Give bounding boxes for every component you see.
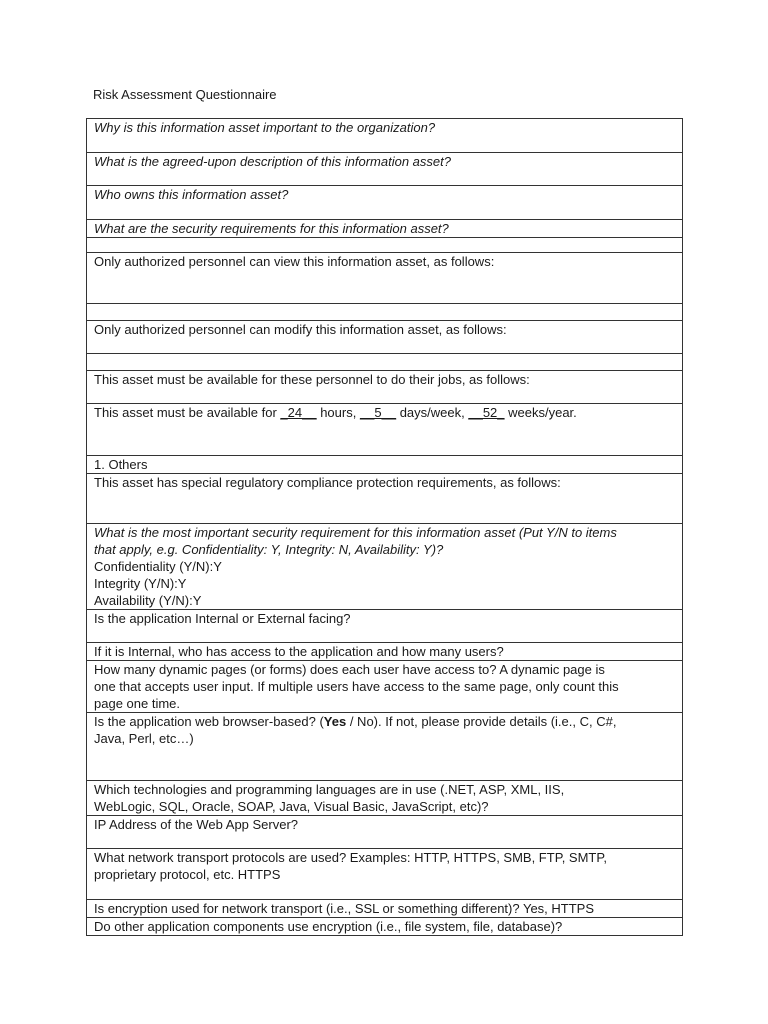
days-label: days/week, (396, 405, 469, 420)
table-row (87, 816, 683, 849)
table-row (87, 220, 683, 238)
document-title: Risk Assessment Questionnaire (93, 87, 277, 102)
browser-based-prefix: Is the application web browser-based? ( (94, 714, 324, 729)
question-network-encryption: Is encryption used for network transport (i.e., SSL or something different)? Yes, HTTPS (87, 900, 683, 918)
hours-value: _24__ (280, 405, 317, 420)
question-asset-importance: Why is this information asset important to the organization? (87, 119, 683, 153)
availability-prefix: This asset must be available for (94, 405, 281, 420)
question-modify-access: Only authorized personnel can modify this information asset, as follows: (87, 321, 683, 354)
table-row (87, 371, 683, 404)
browser-based-yes: Yes (323, 714, 347, 729)
table-row (87, 238, 683, 253)
weeks-value: __52_ (468, 405, 505, 420)
network-protocols-line-1: What network transport protocols are used? Examples: HTTP, HTTPS, SMB, FTP, SMTP, (94, 850, 607, 865)
questionnaire-table (86, 118, 683, 936)
question-regulatory-compliance: This asset has special regulatory compliance protection requirements, as follows: (87, 474, 683, 524)
table-row (87, 610, 683, 643)
empty-cell (87, 304, 683, 321)
table-row (87, 354, 683, 371)
question-asset-owner: Who owns this information asset? (87, 186, 683, 220)
browser-based-suffix: / No). If not, please provide details (i.e., C, C#, (346, 714, 617, 729)
table-row (87, 474, 683, 524)
days-value: __5__ (359, 405, 397, 420)
dynamic-pages-line-3: page one time. (94, 696, 181, 711)
table-row (87, 186, 683, 220)
question-internal-external: Is the application Internal or External facing? (87, 610, 683, 643)
table-row (87, 849, 683, 900)
table-row (87, 918, 683, 936)
table-row (87, 304, 683, 321)
table-row (87, 781, 683, 816)
table-row (87, 119, 683, 153)
network-protocols-line-2: proprietary protocol, etc. HTTPS (94, 867, 281, 882)
technologies-line-2: WebLogic, SQL, Oracle, SOAP, Java, Visual Basic, JavaScript, etc)? (94, 799, 489, 814)
availability-answer: Availability (Y/N):Y (94, 593, 202, 608)
browser-based-line-2: Java, Perl, etc…) (94, 731, 194, 746)
browser-based-line-1 (94, 713, 675, 730)
question-network-protocols (87, 849, 683, 900)
question-asset-description: What is the agreed-upon description of this information asset? (87, 153, 683, 186)
table-row (87, 900, 683, 918)
table-row (87, 661, 683, 713)
table-row (87, 643, 683, 661)
technologies-line-1: Which technologies and programming languages are in use (.NET, ASP, XML, IIS, (94, 782, 565, 797)
question-technologies (87, 781, 683, 816)
table-row (87, 253, 683, 304)
question-availability-schedule (87, 404, 683, 456)
integrity-answer: Integrity (Y/N):Y (94, 576, 187, 591)
confidentiality-answer: Confidentiality (Y/N):Y (94, 559, 222, 574)
requirement-question-line-2: that apply, e.g. Confidentiality: Y, Integrity: N, Availability: Y)? (94, 542, 444, 557)
question-security-requirements: What are the security requirements for this information asset? (87, 220, 683, 238)
question-browser-based (87, 713, 683, 781)
table-row (87, 404, 683, 456)
others-item: 1. Others (87, 456, 683, 474)
dynamic-pages-line-2: one that accepts user input. If multiple users have access to the same page, only count this (94, 679, 619, 694)
requirement-question-line-1: What is the most important security requirement for this information asset (Put Y/N to items (94, 525, 617, 540)
table-row (87, 713, 683, 781)
question-ip-address: IP Address of the Web App Server? (87, 816, 683, 849)
question-dynamic-pages (87, 661, 683, 713)
table-row (87, 321, 683, 354)
question-most-important-requirement (87, 524, 683, 610)
hours-label: hours, (316, 405, 360, 420)
question-view-access: Only authorized personnel can view this information asset, as follows: (87, 253, 683, 304)
table-row (87, 524, 683, 610)
table-row (87, 456, 683, 474)
empty-cell (87, 238, 683, 253)
question-availability-personnel: This asset must be available for these personnel to do their jobs, as follows: (87, 371, 683, 404)
dynamic-pages-line-1: How many dynamic pages (or forms) does each user have access to? A dynamic page is (94, 662, 605, 677)
empty-cell (87, 354, 683, 371)
weeks-label: weeks/year. (504, 405, 577, 420)
question-component-encryption: Do other application components use encryption (i.e., file system, file, database)? (87, 918, 683, 936)
table-row (87, 153, 683, 186)
question-internal-access: If it is Internal, who has access to the application and how many users? (87, 643, 683, 661)
